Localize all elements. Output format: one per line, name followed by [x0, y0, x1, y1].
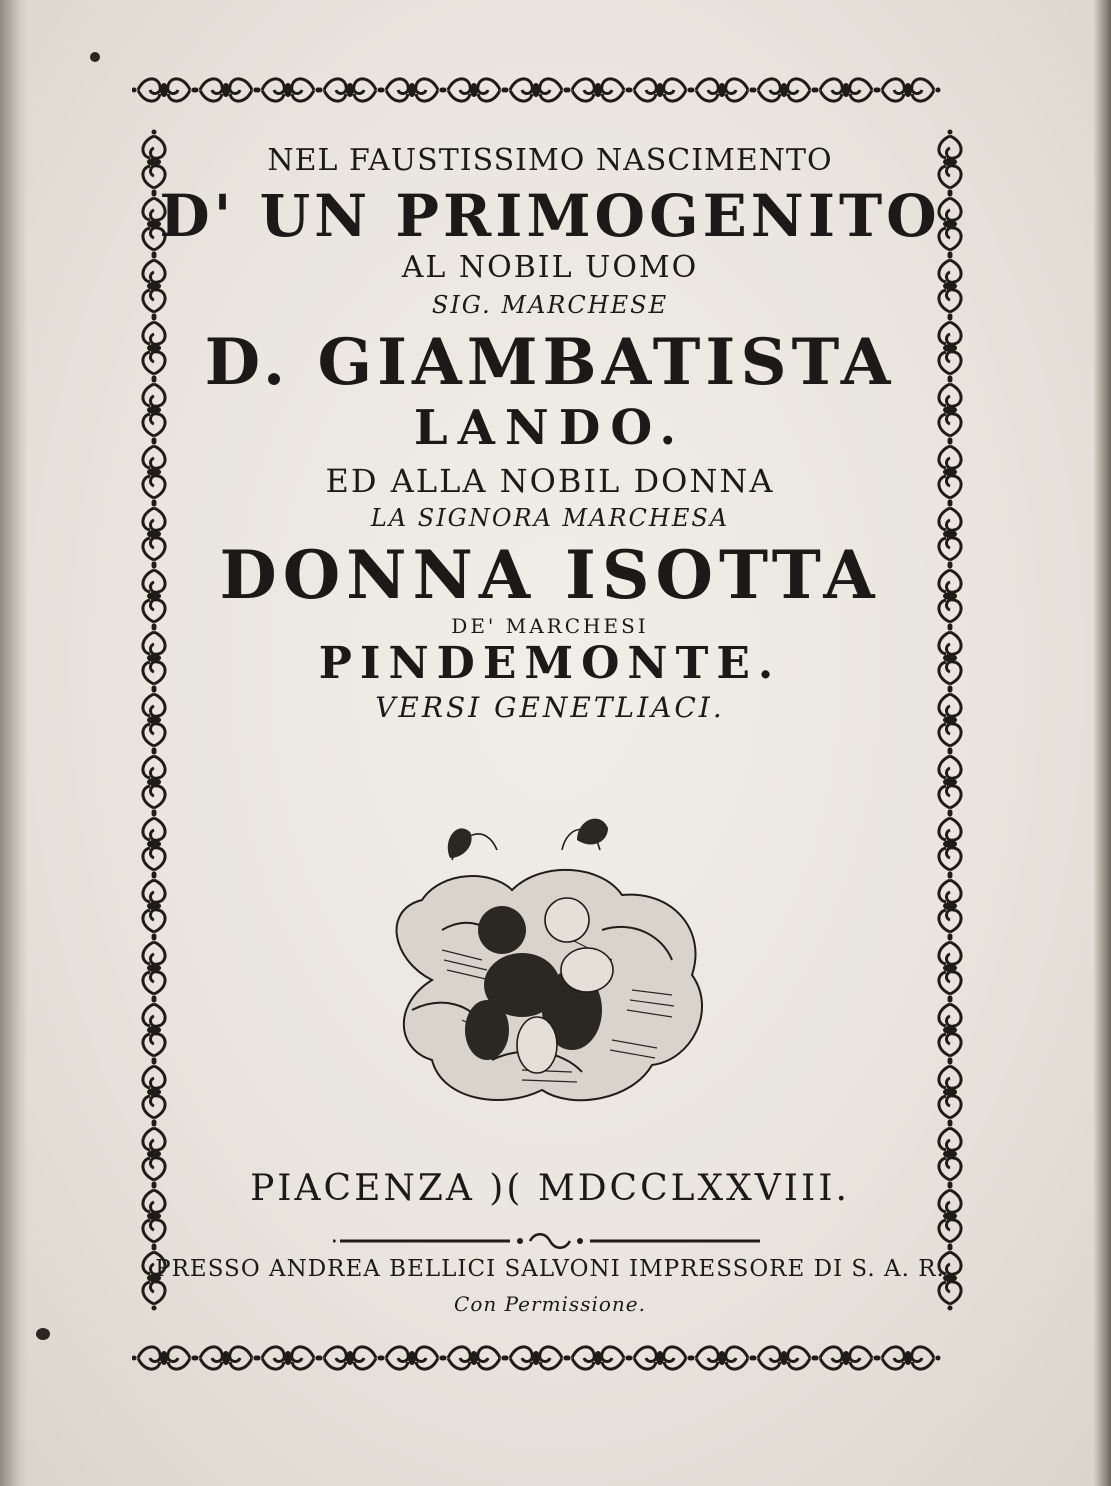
- fleuron-ornament: [876, 1347, 941, 1369]
- ink-spot: [90, 52, 100, 62]
- title-line-nobleman: AL NOBIL UOMO: [401, 250, 699, 285]
- fleuron-ornament: [318, 79, 383, 101]
- fleuron-ornament: [380, 79, 445, 101]
- title-line-family-lando: LANDO.: [413, 400, 687, 456]
- title-block: [150, 135, 950, 724]
- imprint-permission: Con Permissione.: [454, 1292, 646, 1316]
- fleuron-ornament: [143, 1060, 165, 1125]
- fleuron-ornament: [939, 874, 961, 939]
- fleuron-ornament: [132, 1347, 197, 1369]
- ink-spot: [36, 1328, 50, 1340]
- title-line-father-name: D. GIAMBATISTA: [204, 325, 896, 400]
- title-line-marquis: SIG. MARCHESE: [431, 291, 669, 319]
- page-edge-shadow: [1093, 0, 1111, 1486]
- fleuron-ornament: [132, 79, 197, 101]
- fleuron-ornament: [939, 1060, 961, 1125]
- fleuron-ornament: [566, 79, 631, 101]
- imprint-printer: PRESSO ANDREA BELLICI SALVONI IMPRESSORE DI S. A. R.: [155, 1256, 945, 1282]
- fleuron-ornament: [256, 79, 321, 101]
- title-line-mother-name: DONNA ISOTTA: [219, 536, 881, 614]
- fleuron-ornament: [442, 79, 507, 101]
- fleuron-ornament: [194, 79, 259, 101]
- fleuron-ornament: [143, 812, 165, 877]
- fleuron-ornament: [939, 998, 961, 1063]
- ornamental-rule-icon: [330, 1232, 770, 1250]
- fleuron-ornament: [318, 1347, 383, 1369]
- title-line-noblewoman: ED ALLA NOBIL DONNA: [325, 462, 775, 500]
- putti-on-clouds-woodcut-icon: [372, 810, 720, 1120]
- page-spine-shadow: [0, 0, 28, 1486]
- fleuron-ornament: [628, 1347, 693, 1369]
- fleuron-ornament: [143, 936, 165, 1001]
- fleuron-ornament: [690, 1347, 755, 1369]
- fleuron-ornament: [814, 79, 879, 101]
- fleuron-ornament: [628, 79, 693, 101]
- fleuron-ornament: [939, 812, 961, 877]
- fleuron-ornament: [256, 1347, 321, 1369]
- title-line-of-the-marquises: DE' MARCHESI: [451, 614, 649, 638]
- fleuron-ornament: [690, 79, 755, 101]
- fleuron-ornament: [752, 79, 817, 101]
- title-line-firstborn: D' UN PRIMOGENITO: [159, 182, 941, 250]
- title-line-marchioness: LA SIGNORA MARCHESA: [370, 504, 730, 532]
- fleuron-ornament: [939, 936, 961, 1001]
- title-line-family-pindemonte: PINDEMONTE.: [318, 638, 782, 689]
- fleuron-ornament: [939, 750, 961, 815]
- fleuron-ornament: [504, 79, 569, 101]
- title-line-occasion: NEL FAUSTISSIMO NASCIMENTO: [267, 143, 833, 178]
- fleuron-ornament: [143, 874, 165, 939]
- imprint-city-date: PIACENZA )( MDCCLXXVIII.: [250, 1168, 850, 1209]
- fleuron-ornament: [380, 1347, 445, 1369]
- fleuron-ornament: [752, 1347, 817, 1369]
- title-line-genre: VERSI GENETLIACI.: [375, 691, 725, 724]
- fleuron-ornament: [143, 750, 165, 815]
- fleuron-ornament: [814, 1347, 879, 1369]
- fleuron-ornament: [194, 1347, 259, 1369]
- fleuron-ornament: [504, 1347, 569, 1369]
- fleuron-ornament: [566, 1347, 631, 1369]
- fleuron-ornament: [143, 998, 165, 1063]
- fleuron-ornament: [876, 79, 941, 101]
- fleuron-ornament: [442, 1347, 507, 1369]
